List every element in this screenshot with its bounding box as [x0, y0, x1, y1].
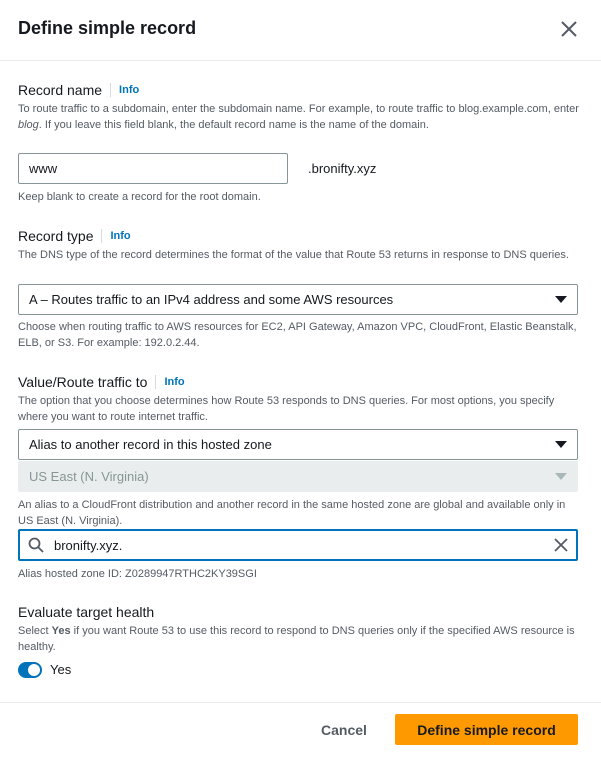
record-name-label — [18, 82, 139, 98]
evaluate-health-toggle[interactable] — [18, 662, 42, 678]
value-route-info-link[interactable]: Info — [155, 375, 184, 389]
domain-suffix: .bronifty.xyz — [308, 161, 377, 176]
record-type-help: The DNS type of the record determines the format of the value that Route 53 returns in response to DNS queries. — [18, 249, 569, 261]
record-type-hint: Choose when routing traffic to AWS resources for EC2, API Gateway, Amazon VPC, CloudFront, Elastic Beanstalk, ELB, or S3. For example: 192.0.2.44. — [18, 321, 577, 349]
record-name-value: www — [29, 161, 58, 176]
record-name-label-text: Record name — [18, 82, 103, 98]
alias-target-search[interactable] — [18, 529, 578, 561]
alias-target-value: bronifty.xyz. — [54, 537, 123, 553]
header-divider — [0, 60, 601, 61]
record-name-help — [18, 101, 583, 133]
record-type-select[interactable] — [18, 284, 578, 315]
region-hint: An alias to a CloudFront distribution and another record in the same hosted zone are global and available only in US East (N. Virginia). — [18, 499, 566, 527]
record-name-info-link[interactable]: Info — [110, 83, 139, 97]
caret-down-icon — [555, 473, 567, 480]
help-emphasis: blog — [18, 119, 39, 131]
toggle-label: Yes — [50, 662, 72, 677]
record-name-hint: Keep blank to create a record for the root domain. — [18, 191, 261, 203]
value-route-label — [18, 374, 185, 390]
region-value: US East (N. Virginia) — [29, 469, 149, 484]
caret-down-icon — [555, 296, 567, 303]
search-icon — [28, 537, 44, 553]
help-text: . If you leave this field blank, the default record name is the name of the domain. — [38, 119, 429, 131]
record-name-input[interactable] — [18, 153, 288, 184]
caret-down-icon — [555, 441, 567, 448]
health-label — [18, 604, 154, 620]
health-label-text: Evaluate target health — [18, 604, 155, 620]
help-text: Select — [18, 625, 52, 637]
record-type-label — [18, 228, 131, 244]
help-bold: Yes — [51, 625, 71, 637]
endpoint-select[interactable] — [18, 429, 578, 460]
dialog-title: Define simple record — [18, 18, 197, 38]
alias-zone-id: Alias hosted zone ID: Z0289947RTHC2KY39SGI — [18, 568, 257, 580]
record-type-info-link[interactable]: Info — [101, 229, 130, 243]
define-simple-record-button[interactable]: Define simple record — [395, 714, 578, 745]
clear-icon[interactable] — [554, 538, 568, 552]
health-help — [18, 623, 583, 655]
close-icon[interactable] — [558, 18, 580, 40]
record-type-label-text: Record type — [18, 228, 94, 244]
value-route-help: The option that you choose determines how Route 53 responds to DNS queries. For most options, you specify where you want to route internet traffic. — [18, 395, 555, 423]
footer-divider — [0, 702, 601, 703]
endpoint-value: Alias to another record in this hosted zone — [29, 437, 272, 452]
help-text: if you want Route 53 to use this record to respond to DNS queries only if the specified AWS resource is healthy. — [18, 625, 575, 653]
cancel-button[interactable]: Cancel — [321, 721, 367, 738]
region-select — [18, 461, 578, 492]
value-route-label-text: Value/Route traffic to — [18, 374, 148, 390]
record-type-value: A – Routes traffic to an IPv4 address and some AWS resources — [29, 292, 394, 307]
help-text: To route traffic to a subdomain, enter the subdomain name. For example, to route traffic to blog.example.com, enter — [18, 103, 579, 115]
